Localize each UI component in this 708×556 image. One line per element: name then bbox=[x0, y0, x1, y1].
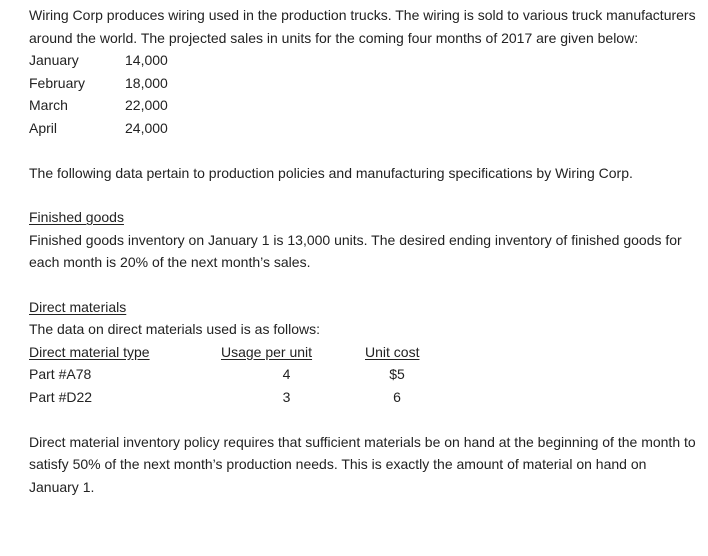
table-row bbox=[29, 386, 699, 409]
sales-row bbox=[29, 94, 699, 117]
sales-units: 14,000 bbox=[125, 52, 168, 68]
unit-cost: $5 bbox=[389, 366, 405, 382]
sales-units: 22,000 bbox=[125, 97, 168, 113]
table-row bbox=[29, 363, 699, 386]
direct-materials-heading: Direct materials bbox=[29, 298, 127, 315]
sales-row bbox=[29, 49, 699, 72]
sales-row bbox=[29, 117, 699, 140]
sales-table bbox=[29, 49, 699, 139]
sales-month: March bbox=[29, 97, 68, 113]
document bbox=[29, 4, 699, 498]
table-header-row bbox=[29, 341, 699, 364]
intro-paragraph: Wiring Corp produces wiring used in the production trucks. The wiring is sold to various truck manufacturers around the world. The projected sales in units for the coming four months of 2017 are given below: bbox=[29, 7, 696, 46]
sales-row bbox=[29, 72, 699, 95]
sales-units: 24,000 bbox=[125, 119, 168, 136]
policies-intro: The following data pertain to production policies and manufacturing specifications by Wiring Corp. bbox=[29, 164, 633, 181]
usage-per-unit: 4 bbox=[282, 366, 291, 382]
material-type: Part #A78 bbox=[29, 366, 92, 382]
direct-materials-intro: The data on direct materials used is as follows: bbox=[29, 321, 321, 337]
sales-month: February bbox=[29, 74, 86, 91]
header-unit-cost: Unit cost bbox=[365, 343, 420, 360]
finished-goods-heading: Finished goods bbox=[29, 209, 124, 225]
header-usage-per-unit: Usage per unit bbox=[221, 343, 313, 360]
finished-goods-text: Finished goods inventory on January 1 is 13,000 units. The desired ending inventory of finished goods for each month is 20% of the next month’s sales. bbox=[29, 231, 682, 270]
unit-cost: 6 bbox=[393, 388, 401, 405]
material-type: Part #D22 bbox=[29, 388, 93, 405]
sales-units: 18,000 bbox=[125, 74, 168, 91]
direct-materials-table bbox=[29, 341, 699, 409]
usage-per-unit: 3 bbox=[282, 388, 291, 405]
sales-month: April bbox=[29, 119, 58, 136]
sales-month: January bbox=[29, 52, 79, 68]
header-material-type: Direct material type bbox=[29, 343, 150, 360]
inventory-policy-text: Direct material inventory policy requires that sufficient materials be on hand at the beginning of the month to satisfy 50% of the next month’s production needs. This is exactly the amount of material on hand on January 1. bbox=[29, 433, 696, 495]
